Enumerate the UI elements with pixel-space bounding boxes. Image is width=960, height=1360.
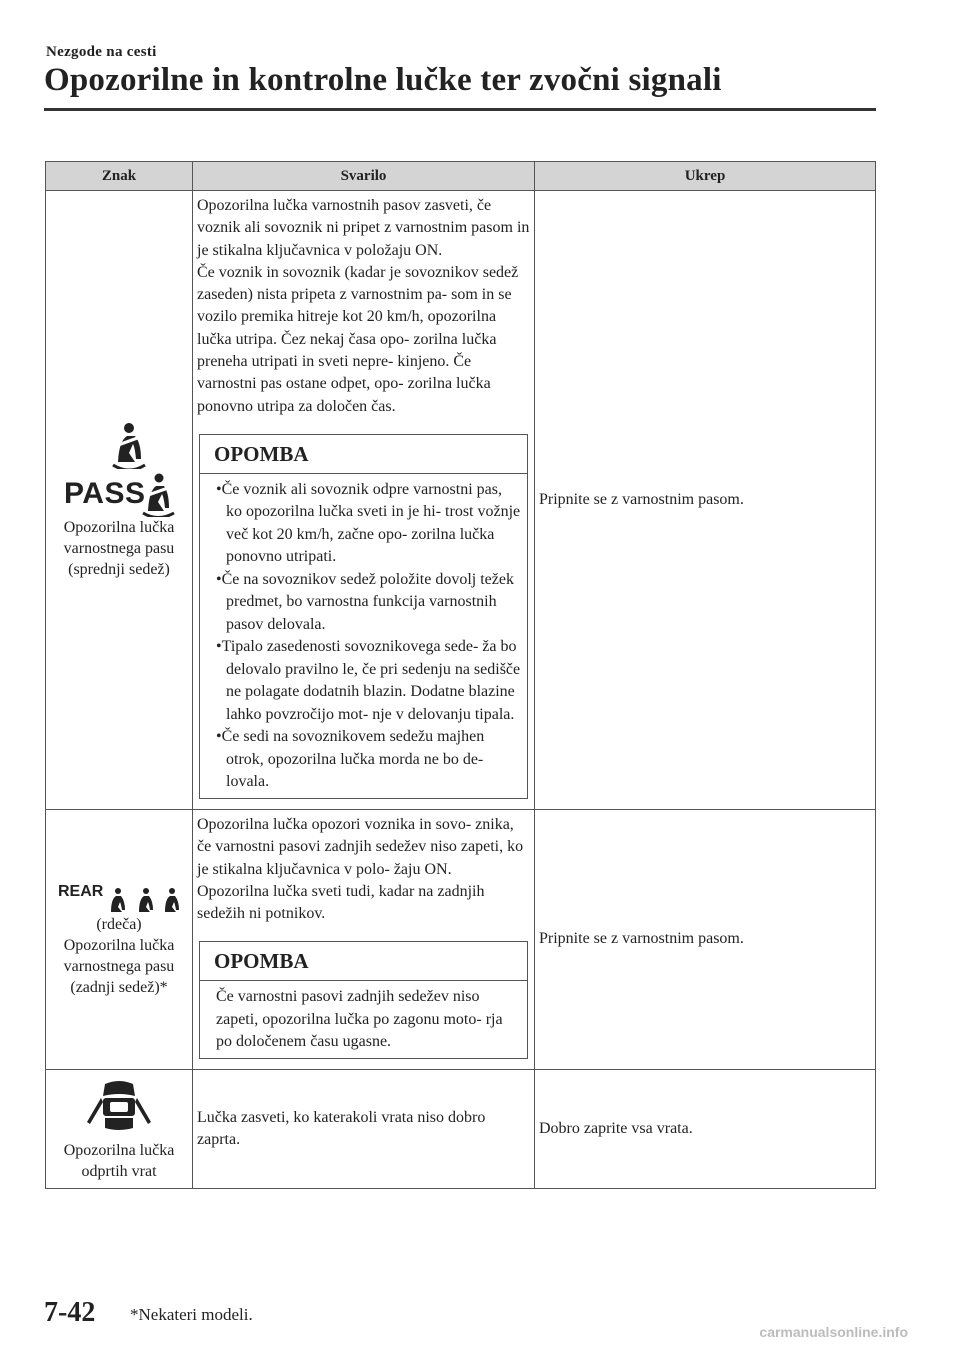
note-box [199, 434, 528, 799]
rear-seatbelt-warning-icon [50, 880, 188, 914]
note-item: •Tipalo zasedenosti sovoznikovega sede- ža bo delovalo pravilno le, če pri sedenju na sedišče ne polagate dodatnih blazin. Dodatne blazine lahko povzročijo mot- nje v delovanju tipala. [216, 638, 521, 723]
warning-paragraph: Lučka zasveti, ko katerakoli vrata niso dobro zaprta. [197, 1108, 486, 1148]
page-number: 7-42 [44, 1297, 96, 1328]
note-item: •Če voznik ali sovoznik odpre varnostni pas, ko opozorilna lučka sveti in je hi- trost vožnje več kot 20 km/h, začne opo- zorilna lučka ponovno utripati. [216, 480, 521, 566]
symbol-caption: Opozorilna lučka varnostnega pasu (sprednji sedež) [63, 519, 175, 579]
warning-paragraph: Opozorilna lučka opozori voznika in sovo- znika, če varnostni pasovi zadnjih sedežev niso zapeti, ko je stikalna ključavnica v polo- žaju ON. [197, 815, 524, 878]
rear-label: REAR [58, 883, 104, 901]
action-cell: Dobro zaprite vsa vrata. [535, 1069, 876, 1188]
section-label: Nezgode na cesti [46, 44, 157, 60]
warning-cell [193, 1069, 535, 1188]
warning-cell [193, 191, 535, 810]
symbol-cell [46, 191, 193, 810]
warning-paragraph: Opozorilna lučka sveti tudi, kadar na zadnjih sedežih ni potnikov. [197, 882, 485, 923]
note-item: •Če sedi na sovoznikovem sedežu majhen otrok, opozorilna lučka morda ne bo de- lovala. [216, 728, 485, 791]
watermark: carmanualsonline.info [759, 1324, 908, 1340]
symbol-cell [46, 809, 193, 1069]
column-header-warning: Svarilo [193, 162, 535, 191]
symbol-caption: Opozorilna lučka odprtih vrat [63, 1141, 175, 1180]
warning-paragraph: Če voznik in sovoznik (kadar je sovoznikov sedež zaseden) nista pripeta z varnostnim pa- som in se vozilo premika hitreje kot 20 km/h, opozorilna lučka utripa. Čez nekaj časa opo- zorilna lučka preneha utripati in sveti nepre- kinjeno. Če varnostni pas ostane odpet, opo- zorilna lučka ponovno utripa za določen čas. [197, 263, 519, 415]
note-body [200, 981, 527, 1058]
passenger-seatbelt-icon [50, 469, 188, 517]
table-row [46, 1069, 876, 1188]
symbol-cell [46, 1069, 193, 1188]
note-box [199, 941, 528, 1059]
note-title: OPOMBA [200, 435, 527, 474]
note-body [200, 474, 527, 798]
note-title: OPOMBA [200, 942, 527, 981]
action-cell: Pripnite se z varnostnim pasom. [535, 809, 876, 1069]
note-text: Če varnostni pasovi zadnjih sedežev niso zapeti, opozorilna lučka po zagonu moto- rja po določenem času ugasne. [216, 988, 503, 1051]
action-cell: Pripnite se z varnostnim pasom. [535, 191, 876, 810]
seatbelt-warning-icon [50, 419, 188, 469]
page-title: Opozorilne in kontrolne lučke ter zvočni signali [44, 62, 722, 98]
table-header-row [46, 162, 876, 191]
note-item: •Če na sovoznikov sedež položite dovolj težek predmet, bo varnostna funkcija varnostnih pasov delovala. [216, 570, 514, 633]
warning-lights-table [45, 161, 876, 1189]
column-header-action: Ukrep [535, 162, 876, 191]
table-row [46, 809, 876, 1069]
warning-cell [193, 809, 535, 1069]
pass-label: PASS [64, 477, 146, 511]
column-header-symbol: Znak [46, 162, 193, 191]
table-row [46, 191, 876, 810]
footnote: *Nekateri modeli. [130, 1305, 253, 1324]
symbol-caption: Opozorilna lučka varnostnega pasu (zadnji sedež)* [63, 937, 175, 997]
door-ajar-icon [50, 1076, 188, 1140]
symbol-color-label: (rdeča) [96, 916, 142, 934]
warning-paragraph: Opozorilna lučka varnostnih pasov zasveti, če voznik ali sovoznik ni pripet z varnostnim pasom in je stikalna ključavnica v položaju ON. [197, 197, 530, 259]
title-rule [44, 108, 876, 111]
